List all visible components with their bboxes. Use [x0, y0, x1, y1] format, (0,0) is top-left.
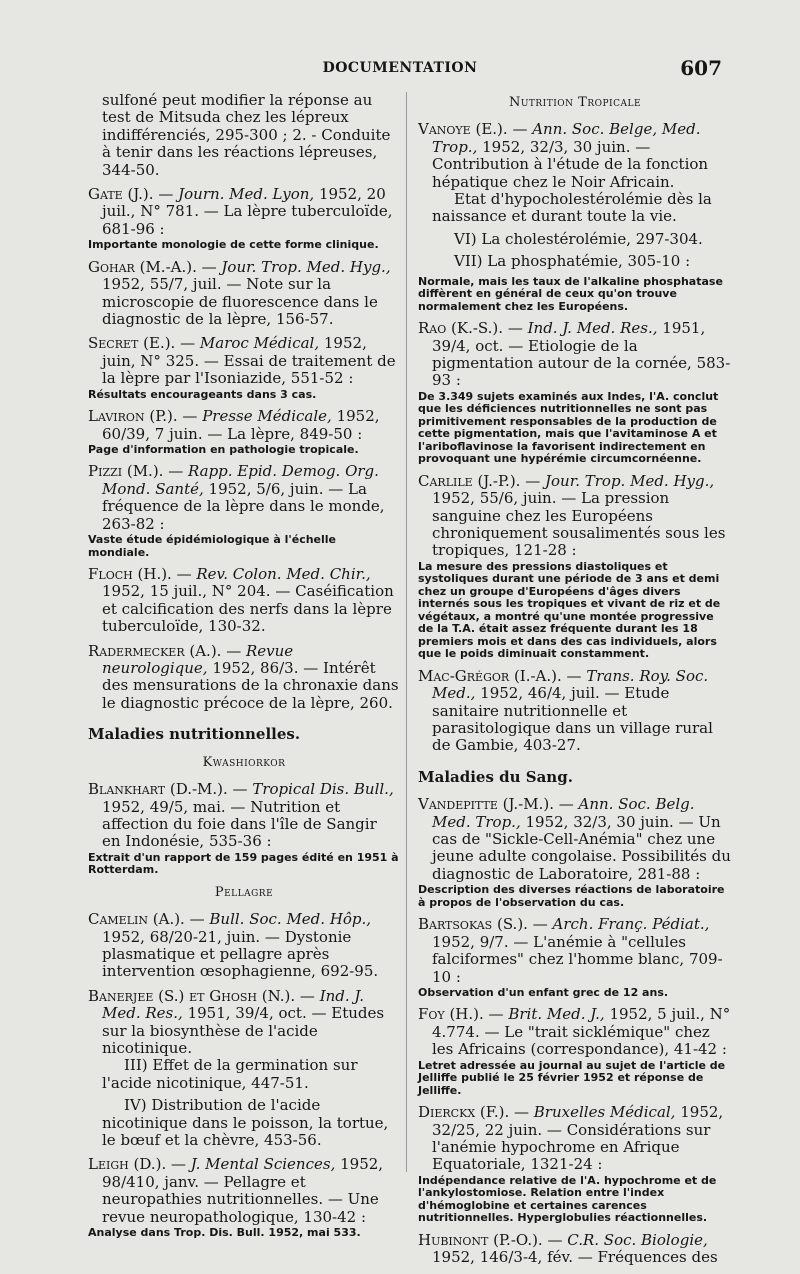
entry-journal: Revue neurologique, — [102, 641, 294, 678]
entry-text: 1952, 49/5, mai. — Nutrition et affection du foie dans l'île de Sangir en Indonésie, 535-36 : — [102, 797, 377, 851]
entry-author: Pizzi (M.). — [88, 462, 164, 481]
section-heading: Maladies du Sang. — [418, 767, 573, 786]
entry-note: Description des diverses réactions de laboratoire à propos de l'observation du cas. — [418, 883, 725, 909]
bib-entry: Gohar (M.-A.). — Jour. Trop. Med. Hyg., 1952, 55/7, juil. — Note sur la microscopie de fluorescence dans le diagnostic de la lèpre, 156-57. — [88, 257, 391, 328]
entry-text: 1952, 5/6, juin. — La fréquence de la lèpre dans le monde, 263-82 : — [102, 479, 385, 533]
bib-entry: Pizzi (M.). — Rapp. Epid. Demog. Org. Mond. Santé, 1952, 5/6, juin. — La fréquence de la lèpre dans le monde, 263-82 : Vaste étude épidémiologique à l'échelle mondiale. — [88, 463, 400, 559]
entry-journal: J. Mental Sciences, — [190, 1155, 336, 1174]
entry-note: Vaste étude épidémiologique à l'échelle mondiale. — [88, 533, 337, 559]
bib-entry: Dierckx (F.). — Bruxelles Médical, 1952, 32/25, 22 juin. — Considérations sur l'anémie hypochrome en Afrique Equatoriale, 1321-24 : Indépendance relative de l'A. hypochrome et de l'ankylostomiose. Relation entre l'index d'hémoglobine et certaines carences nutritionnelles. Hyperglobulies réactionnelles. — [418, 1104, 732, 1225]
entry-text: 1952, 55/7, juil. — Note sur la microscopie de fluorescence dans le diagnostic de la lèpre, 156-57. — [102, 275, 378, 328]
column-divider — [406, 92, 407, 1172]
entry-author: Gohar (M.-A.). — [88, 257, 197, 276]
entry-journal: Arch. Franç. Pédiat., — [552, 915, 710, 934]
entry-author: Foy (H.). — [418, 1005, 484, 1024]
entry-text: 1952, 60/39, 7 juin. — La lèpre, 849-50 : — [102, 407, 380, 443]
bib-entry: Gate (J.). — Journ. Med. Lyon, 1952, 20 juil., N° 781. — La lèpre tuberculoïde, 681-96 : Importante monologie de cette forme clinique. — [88, 186, 400, 252]
bib-entry: Floch (H.). — Rev. Colon. Med. Chir., 1952, 15 juil., N° 204. — Caséification et calcification des nerfs dans la lèpre tuberculoïde, 130-32. — [88, 565, 394, 636]
entry-author: Carlile (J.-P.). — [418, 471, 521, 490]
entry-journal: Trans. Roy. Soc. Med., — [432, 666, 709, 703]
entry-note: Importante monologie de cette forme clinique. — [88, 238, 379, 252]
entry-continuation: sulfoné peut modifier la réponse au test de Mitsuda chez les lépreux indifférenciés, 295-300 ; 2. - Conduite à tenir dans les réactions lépreuses, 344-50. — [102, 91, 391, 179]
entry-note: La mesure des pressions diastoliques et systoliques durant une période de 3 ans et demi chez un groupe d'Européens d'âges divers internés sous les tropiques et vivant de riz et de végétaux, a montré qu'une montée progressive de la T.A. était assez fréquente durant les 18 premiers mois et dans des cas individuels, alors que le poids diminuait constamment. — [418, 559, 721, 661]
entry-journal: Ind. J. Med. Res., — [102, 986, 365, 1023]
subsection-heading: Nutrition Tropicale — [508, 95, 642, 110]
entry-journal: Presse Médicale, — [202, 407, 332, 426]
entry-subpart: Etat d'hypocholestérolémie dès la naissance et durant toute la vie. — [432, 190, 712, 226]
entry-note: De 3.349 sujets examinés aux Indes, l'A. conclut que les déficiences nutritionnelles ne sont pas primitivement responsables de la production de cette pigmentation, mais que l'avitaminose A et l'ariboflavinose la favorisent indirectement en provoquant une hypérémie circumcornéenne. — [418, 389, 719, 466]
entry-note: Extrait d'un rapport de 159 pages édité en 1951 à Rotterdam. — [88, 850, 399, 877]
entry-journal: Rapp. Epid. Demog. Org. Mond. Santé, — [102, 462, 379, 498]
entry-subpart: VI) La cholestérolémie, 297-304. — [454, 229, 703, 248]
entry-journal: Bull. Soc. Med. Hôp., — [209, 910, 372, 929]
entry-journal: Jour. Trop. Med. Hyg., — [544, 471, 715, 490]
page-header — [0, 58, 800, 82]
entry-journal: C.R. Soc. Biologie, — [567, 1230, 708, 1249]
entry-author: Camelin (A.). — [88, 910, 185, 929]
entry-journal: Jour. Trop. Med. Hyg., — [221, 257, 391, 276]
entry-subpart: IV) Distribution de l'acide nicotinique dans le poisson, la tortue, le bœuf et la chèvre, 453-56. — [102, 1096, 389, 1149]
entry-text: 1952, 5 juil., N° 4.774. — Le "trait sicklémique" chez les Africains (correspondance), 41-42 : — [432, 1005, 731, 1059]
entry-note: Résultats encourageants dans 3 cas. — [88, 387, 317, 401]
subsection-heading: Kwashiorkor — [202, 754, 286, 770]
left-column — [88, 92, 400, 1247]
entry-author: Vanoye (E.). — [418, 120, 508, 139]
entry-author: Secret (E.). — [88, 334, 176, 353]
bib-entry: Blankhart (D.-M.). — Tropical Dis. Bull., 1952, 49/5, mai. — Nutrition et affection du foie dans l'île de Sangir en Indonésie, 535-36 : Extrait d'un rapport de 159 pages édité en 1951 à Rotterdam. — [88, 780, 399, 877]
entry-author: Floch (H.). — [88, 565, 172, 584]
entry-journal: Tropical Dis. Bull., — [252, 780, 394, 799]
subsection-heading: Pellagre — [214, 884, 274, 900]
bib-entry: Vanoye (E.). — Ann. Soc. Belge, Med. Trop., 1952, 32/3, 30 juin. — Contribution à l'étude de la fonction hépatique chez le Noir Africain. Etat d'hypocholestérolémie dès la naissance et durant toute la vie. VI) La cholestérolémie, 297-304. VII) La phosphatémie, 305-10 : Normale, mais les taux de l'alkaline phosphatase diffèrent en général de ceux qu'on trouve normalement chez les Européens. — [418, 121, 732, 313]
entry-text: 1952, 32/3, 30 juin. — Un cas de "Sickle-Cell-Anémia" chez une jeune adulte congolaise. Possibilités du diagnostic de Laboratoire, 281-88 : — [432, 812, 731, 883]
entry-author: Hubinont (P.-O.). — [418, 1230, 543, 1249]
entry-author: Dierckx (F.). — [418, 1103, 510, 1122]
bib-entry: Secret (E.). — Maroc Médical, 1952, juin, N° 325. — Essai de traitement de la lèpre par l'Isoniazide, 551-52 : Résultats encourageants dans 3 cas. — [88, 335, 400, 401]
bib-entry: Hubinont (P.-O.). — C.R. Soc. Biologie, 1952, 146/3-4, fév. — Fréquences des — [418, 1230, 718, 1267]
entry-journal: Ann. Soc. Belg. Med. Trop., — [432, 795, 695, 831]
entry-text: 1952, 32/25, 22 juin. — Considérations sur l'anémie hypochrome en Afrique Equatoriale, 1321-24 : — [432, 1103, 724, 1174]
entry-text: 1952, 20 juil., N° 781. — La lèpre tuberculoïde, 681-96 : — [102, 185, 393, 238]
bib-entry: Camelin (A.). — Bull. Soc. Med. Hôp., 1952, 68/20-21, juin. — Dystonie plasmatique et pellagre après intervention œsophagienne, 692-95. — [88, 910, 379, 981]
bib-entry: Vandepitte (J.-M.). — Ann. Soc. Belg. Med. Trop., 1952, 32/3, 30 juin. — Un cas de "Sickle-Cell-Anémia" chez une jeune adulte congolaise. Possibilités du diagnostic de Laboratoire, 281-88 : Description des diverses réactions de laboratoire à propos de l'observation du cas. — [418, 795, 731, 909]
page-number: 607 — [680, 56, 722, 80]
entry-journal: Maroc Médical, — [199, 334, 320, 353]
running-title: DOCUMENTATION — [322, 60, 478, 76]
entry-text: 1951, 39/4, oct. — Etudes sur la biosynthèse de l'acide nicotinique. — [102, 1004, 385, 1057]
entry-journal: Brit. Med. J., — [508, 1005, 605, 1024]
entry-journal: Rev. Colon. Med. Chir., — [196, 565, 371, 584]
entry-author: Banerjee (S.) et Ghosh (N.). — [88, 986, 296, 1005]
right-column — [418, 92, 732, 1274]
entry-note: Observation d'un enfant grec de 12 ans. — [418, 985, 669, 999]
bib-entry: Rao (K.-S.). — Ind. J. Med. Res., 1951, 39/4, oct. — Etiologie de la pigmentation autour de la cornée, 583-93 : De 3.349 sujets examinés aux Indes, l'A. conclut que les déficiences nutritionnelles ne sont pas primitivement responsables de la production de cette pigmentation, mais que l'avitaminose A et l'ariboflavinose la favorisent indirectement en provoquant une hypérémie circumcornéenne. — [418, 319, 731, 466]
bib-entry: Laviron (P.). — Presse Médicale, 1952, 60/39, 7 juin. — La lèpre, 849-50 : Page d'information en pathologie tropicale. — [88, 408, 400, 456]
entry-author: Vandepitte (J.-M.). — [418, 795, 554, 814]
entry-journal: Journ. Med. Lyon, — [178, 185, 315, 204]
entry-author: Blankhart (D.-M.). — [88, 780, 228, 799]
entry-note: Page d'information en pathologie tropicale. — [88, 442, 359, 456]
entry-text: 1952, 55/6, juin. — La pression sanguine chez les Européens chroniquement sousalimentés sous les tropiques, 121-28 : — [432, 489, 726, 560]
bib-entry: Radermecker (A.). — Revue neurologique, 1952, 86/3. — Intérêt des mensurations de la chronaxie dans le diagnostic précoce de la lèpre, 260. — [88, 641, 399, 712]
entry-text: 1952, 146/3-4, fév. — Fréquences des — [432, 1248, 718, 1267]
entry-journal: Ind. J. Med. Res., — [527, 319, 658, 338]
entry-subpart: VII) La phosphatémie, 305-10 : — [454, 252, 691, 271]
entry-note: Analyse dans Trop. Dis. Bull. 1952, mai 533. — [88, 1226, 361, 1240]
entry-text: 1951, 39/4, oct. — Etiologie de la pigmentation autour de la cornée, 583-93 : — [432, 319, 731, 390]
section-heading: Maladies nutritionnelles. — [88, 725, 301, 744]
bib-entry: Foy (H.). — Brit. Med. J., 1952, 5 juil., N° 4.774. — Le "trait sicklémique" chez les Africains (correspondance), 41-42 : Letret adressée au journal au sujet de l'article de Jelliffe publié le 25 février 1952 et réponse de Jelliffe. — [418, 1005, 731, 1097]
entry-text: 1952, 86/3. — Intérêt des mensurations de la chronaxie dans le diagnostic précoce de la lèpre, 260. — [102, 659, 399, 712]
entry-text: 1952, 98/410, janv. — Pellagre et neuropathies nutritionnelles. — Une revue neuropathologique, 130-42 : — [102, 1155, 384, 1226]
entry-text: 1952, 9/7. — L'anémie à "cellules falciformes" chez l'homme blanc, 709-10 : — [432, 932, 723, 986]
bib-entry: Banerjee (S.) et Ghosh (N.). — Ind. J. Med. Res., 1951, 39/4, oct. — Etudes sur la biosynthèse de l'acide nicotinique. III) Effet de la germination sur l'acide nicotinique, 447-51. IV) Distribution de l'acide nicotinique dans le poisson, la tortue, le bœuf et la chèvre, 453-56. — [88, 988, 400, 1150]
bib-entry: Bartsokas (S.). — Arch. Franç. Pédiat., 1952, 9/7. — L'anémie à "cellules falciformes" chez l'homme blanc, 709-10 : Observation d'un enfant grec de 12 ans. — [418, 916, 732, 999]
entry-text: 1952, 46/4, juil. — Etude sanitaire nutritionnelle et parasitologique dans un village rural de Gambie, 403-27. — [432, 684, 713, 755]
entry-text: 1952, juin, N° 325. — Essai de traitement de la lèpre par l'Isoniazide, 551-52 : — [102, 334, 396, 388]
entry-note: Indépendance relative de l'A. hypochrome et de l'ankylostomiose. Relation entre l'index d'hémoglobine et certaines carences nutritionnelles. Hyperglobulies réactionnelles. — [418, 1173, 717, 1225]
entry-author: Bartsokas (S.). — [418, 915, 528, 934]
bib-entry: Carlile (J.-P.). — Jour. Trop. Med. Hyg., 1952, 55/6, juin. — La pression sanguine chez les Européens chroniquement sousalimentés sous les tropiques, 121-28 : La mesure des pressions diastoliques et systoliques durant une période de 3 ans et demi chez un groupe d'Européens d'âges divers internés sous les tropiques et vivant de riz et de végétaux, a montré qu'une montée progressive de la T.A. était assez fréquente durant les 18 premiers mois et dans des cas individuels, alors que le poids diminuait constamment. — [418, 473, 732, 661]
bib-entry: Leigh (D.). — J. Mental Sciences, 1952, 98/410, janv. — Pellagre et neuropathies nutritionnelles. — Une revue neuropathologique, 130-42 : Analyse dans Trop. Dis. Bull. 1952, mai 533. — [88, 1156, 400, 1239]
entry-author: Leigh (D.). — [88, 1155, 167, 1174]
entry-text: 1952, 15 juil., N° 204. — Caséification et calcification des nerfs dans la lèpre tuberculoïde, 130-32. — [102, 582, 394, 636]
entry-note: Normale, mais les taux de l'alkaline phosphatase diffèrent en général de ceux qu'on trouve normalement chez les Européens. — [418, 274, 723, 313]
entry-note: Letret adressée au journal au sujet de l'article de Jelliffe publié le 25 février 1952 et réponse de Jelliffe. — [418, 1058, 726, 1097]
entry-author: Radermecker (A.). — [88, 641, 222, 660]
entry-text: 1952, 68/20-21, juin. — Dystonie plasmatique et pellagre après intervention œsophagienne, 692-95. — [102, 927, 379, 981]
entry-author: Laviron (P.). — [88, 407, 178, 426]
entry-author: Mac-Grégor (I.-A.). — [418, 666, 562, 685]
entry-text: 1952, 32/3, 30 juin. — Contribution à l'étude de la fonction hépatique chez le Noir Africain. — [432, 137, 709, 191]
entry-journal: Ann. Soc. Belge, Med. Trop., — [432, 120, 701, 156]
bib-entry: Mac-Grégor (I.-A.). — Trans. Roy. Soc. Med., 1952, 46/4, juil. — Etude sanitaire nutritionnelle et parasitologique dans un village rural de Gambie, 403-27. — [418, 666, 713, 755]
entry-subpart: III) Effet de la germination sur l'acide nicotinique, 447-51. — [102, 1056, 358, 1092]
entry-author: Rao (K.-S.). — [418, 319, 504, 338]
entry-author: Gate (J.). — [88, 185, 154, 204]
entry-journal: Bruxelles Médical, — [533, 1103, 676, 1122]
